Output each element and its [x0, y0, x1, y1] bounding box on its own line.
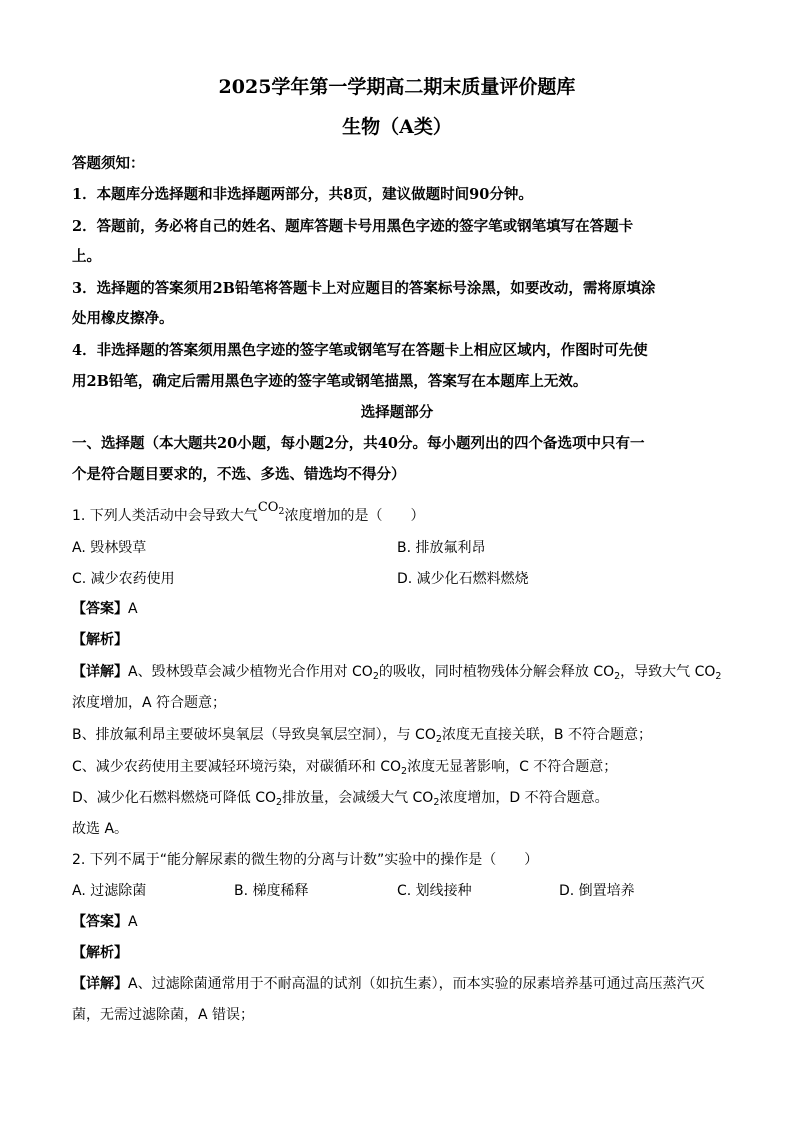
question-1-conclusion: 故选 A。: [72, 821, 129, 837]
notice-item-3-line-2: 处用橡皮擦净。: [72, 310, 174, 327]
notice-item-4-line-1: 4．非选择题的答案须用黑色字迹的签字笔或钢笔写在答题卡上相应区域内，作图时可先使: [72, 342, 648, 359]
question-1-option-d: D. 减少化石燃料燃烧: [397, 571, 529, 587]
question-1-detail-a-line-2: 浓度增加，A 符合题意；: [72, 695, 227, 711]
question-2-detail-line-2: 菌，无需过滤除菌，A 错误；: [72, 1007, 255, 1023]
question-1-detail-a: 【详解】A、毁林毁草会减少植物光合作用对 $CO_2$的吸收，同时植物残体分解会释放 $CO_2$，导致大气 $CO_2$: [72, 664, 722, 682]
question-1-detail-b: B、排放氟利昂主要破坏臭氧层（导致臭氧层空洞），与 $CO_2$浓度无直接关联，B 不符合题意；: [72, 727, 652, 745]
question-1-stem-before: 1. 下列人类活动中会导致大气: [72, 508, 258, 524]
question-1-analysis-tag: 【解析】: [72, 632, 128, 648]
notice-item-3-line-1: 3．选择题的答案须用2B铅笔将答题卡上对应题目的答案标号涂黑，如要改动，需将原填涂: [72, 280, 656, 297]
answer-tag: 【答案】: [72, 601, 128, 617]
notice-item-1: 1．本题库分选择题和非选择题两部分，共8页，建议做题时间90分钟。: [72, 186, 533, 203]
question-2-option-d: D. 倒置培养: [559, 883, 635, 899]
page-subtitle: 生物（A类）: [342, 116, 452, 138]
answer-value: A: [128, 914, 138, 930]
notice-heading: 答题须知：: [72, 155, 145, 172]
question-1-answer: [72, 598, 138, 618]
question-2-analysis-tag: 【解析】: [72, 945, 128, 961]
question-1-detail-c: C、减少农药使用主要减轻环境污染，对碳循环和 $CO_2$浓度无显著影响，C 不符合题意；: [72, 759, 618, 777]
section-intro-line-2: 个是符合题目要求的，不选、多选、错选均不得分）: [72, 466, 406, 483]
question-1-stem-after: 浓度增加的是（ ）: [284, 508, 425, 524]
section-intro-line-1: 一、选择题（本大题共20小题，每小题2分，共40分。每小题列出的四个备选项中只有一: [72, 435, 645, 452]
detail-tag: 【详解】: [72, 664, 128, 680]
question-1-detail-d: D、减少化石燃料燃烧可降低 $CO_2$排放量，会减缓大气 $CO_2$浓度增加，D 不符合题意。: [72, 790, 609, 808]
question-1-stem: [72, 500, 425, 525]
notice-item-2-line-2: 上。: [72, 248, 101, 265]
question-1-option-c: C. 减少农药使用: [72, 571, 175, 587]
question-2-option-a: A. 过滤除菌: [72, 883, 147, 899]
question-2-option-c: C. 划线接种: [397, 883, 472, 899]
question-1-option-a: A. 毁林毁草: [72, 540, 147, 556]
question-2-answer: [72, 911, 138, 931]
notice-item-4-line-2: 用2B铅笔，确定后需用黑色字迹的签字笔或钢笔描黑，答案写在本题库上无效。: [72, 373, 588, 390]
notice-item-2-line-1: 2．答题前，务必将自己的姓名、题库答题卡号用黑色字迹的签字笔或钢笔填写在答题卡: [72, 218, 634, 235]
question-2-stem: 2. 下列不属于“能分解尿素的微生物的分离与计数”实验中的操作是（ ）: [72, 852, 539, 868]
question-2-detail-line-1: 【详解】A、过滤除菌通常用于不耐高温的试剂（如抗生素），而本实验的尿素培养基可通过高压蒸汽灭: [72, 976, 705, 992]
question-2-option-b: B. 梯度稀释: [234, 883, 309, 899]
answer-value: A: [128, 601, 138, 617]
page-title: 2025学年第一学期高二期末质量评价题库: [218, 76, 576, 98]
detail-tag: 【详解】: [72, 976, 128, 992]
section-heading: 选择题部分: [360, 404, 434, 421]
question-1-option-b: B. 排放氟利昂: [397, 540, 486, 556]
answer-tag: 【答案】: [72, 914, 128, 930]
co2-formula: $CO_2$: [257, 500, 285, 517]
